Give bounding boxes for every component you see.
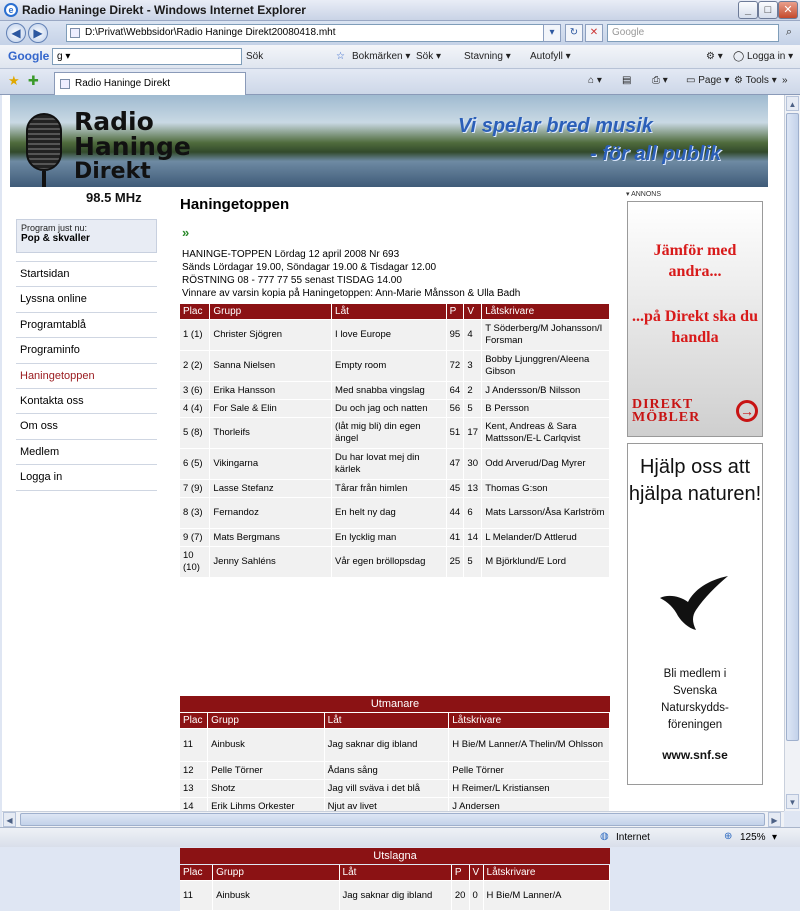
site-logo[interactable] [74,109,191,159]
scroll-up-icon[interactable]: ▲ [786,96,799,111]
sidebar-item-kontakta-oss[interactable]: Kontakta oss [16,388,157,413]
toplist-cell: Med snabba vingslag [332,382,447,400]
toplist-cell: 72 [447,351,465,382]
challengers-cell: J Andersen [449,798,610,816]
toplist-cell: 64 [447,382,465,400]
scroll-down-icon[interactable]: ▼ [786,794,799,809]
toplist-cell: B Persson [482,400,610,418]
info-line-4: Vinnare av varsin kopia på Haningetoppen: Ann-Marie Månsson & Ulla Badh [182,288,521,299]
arrow-right-icon: → [736,400,758,422]
sidebar-item-programinfo[interactable]: Programinfo [16,337,157,362]
toplist-cell: 2 (2) [180,351,210,382]
challengers-header-cell: Plac [180,713,208,729]
add-favorites-icon[interactable]: ✚ [28,73,39,88]
info-line-2: Sänds Lördagar 19.00, Söndagar 19.00 & Tisdagar 12.00 [182,262,437,273]
toplist-cell: Jenny Sahléns [210,547,332,578]
tab-bar [0,69,800,95]
toplist-cell: Christer Sjögren [210,320,332,351]
toplist-cell: Mats Larsson/Åsa Karlström [482,498,610,529]
favorites-star-icon[interactable]: ★ [8,73,20,88]
out-header-cell: Låt [340,865,452,881]
program-name: Pop & skvaller [21,233,90,244]
toplist-cell: 13 [464,480,482,498]
zoom-level[interactable]: 125% [740,832,766,843]
challengers-cell: H Reimer/L Kristiansen [449,780,610,798]
address-url: D:\Privat\Webbsidor\Radio Haninge Direkt20080418.mht [85,27,336,38]
toplist-cell: Thorleifs [210,418,332,449]
out-header-cell: Grupp [213,865,339,881]
search-input[interactable]: Google [607,24,779,42]
bookmark-star-icon[interactable]: ☆ [336,51,345,62]
ad1-headline: Jämför med andra... [653,242,737,280]
toplist-cell: 5 [464,547,482,578]
toplist-cell: 4 (4) [180,400,210,418]
slogan-line-1: Vi spelar bred musik [458,115,653,137]
arrow-marker: » [182,225,190,240]
program-label: Program just nu: [21,223,88,233]
ie-logo-icon: e [4,3,18,17]
table-row [180,881,610,911]
toplist-cell: Thomas G:son [482,480,610,498]
maximize-button[interactable]: □ [758,1,778,19]
ads-column [614,187,768,827]
toplist-cell: Lasse Stefanz [210,480,332,498]
challengers-cell: 13 [180,780,208,798]
toplist-cell: 8 (3) [180,498,210,529]
toplist-cell: T Söderberg/M Johansson/I Forsman [482,320,610,351]
ad2-body: Bli medlem i Svenska Naturskydds-föreningen [661,668,729,731]
out-title: Utslagna [180,848,610,864]
page-title: Haningetoppen [180,196,290,213]
toplist-cell: 10 (10) [180,547,210,578]
table-row [180,762,610,780]
toplist-cell: I love Europe [332,320,447,351]
table-row [180,320,610,351]
out-header-cell: Låtskrivare [484,865,610,881]
toplist-cell: For Sale & Elin [210,400,332,418]
challengers-header-row [180,713,610,729]
out-header-cell: Plac [180,865,213,881]
sidebar-item-lyssna-online[interactable]: Lyssna online [16,286,157,311]
current-program-box [16,219,157,253]
scroll-left-icon[interactable]: ◀ [3,812,16,827]
toplist-cell: 95 [447,320,465,351]
table-row [180,480,610,498]
toplist-cell: L Melander/D Attlerud [482,529,610,547]
out-cell: 0 [470,881,484,911]
table-row [180,400,610,418]
page-menu-button[interactable]: ▭ Page ▾ [686,75,730,86]
ads-label: ▾ ANNONS [626,191,662,198]
toplist-cell: Du har lovat mej din kärlek [332,449,447,480]
toplist-cell: Empty room [332,351,447,382]
toplist-cell: 56 [447,400,465,418]
main-content [166,187,614,901]
out-cell: 11 [180,881,213,911]
toplist-header-row [180,304,610,320]
refresh-button[interactable]: ↻ [565,24,583,42]
back-button[interactable]: ◀ [6,23,26,43]
tab-radio-haninge[interactable] [54,72,246,95]
challengers-header-cell: Grupp [208,713,325,729]
sidebar-item-medlem[interactable]: Medlem [16,439,157,464]
tools-menu-button[interactable]: ⚙ Tools ▾ [734,75,777,86]
out-cell: Jag saknar dig ibland [340,881,452,911]
ad2-url: www.snf.se [662,748,728,762]
ad1-subline: ...på Direkt ska du handla [632,308,758,346]
zone-label: Internet [616,832,650,843]
toplist-header-cell: Låt [332,304,447,320]
close-window-button[interactable]: ✕ [778,1,798,19]
info-line-1: HANINGE-TOPPEN Lördag 12 april 2008 Nr 693 [182,249,400,260]
challengers-cell: Erik Lihms Orkester [208,798,325,816]
toplist-cell: (låt mig bli) din egen ängel [332,418,447,449]
globe-icon: ◍ [600,831,609,842]
google-search-menu[interactable]: Sök ▾ [416,51,442,62]
google-search-input[interactable]: g ▾ [52,48,242,65]
search-icon[interactable]: ⌕ [785,26,793,38]
toplist-header-cell: V [464,304,482,320]
autofill-button[interactable]: Autofyll ▾ [530,51,571,62]
logo-line-3: Direkt [74,159,151,184]
slogan-line-2: - för all publik [590,143,722,165]
out-table [180,865,610,911]
challengers-header-cell: Låt [325,713,450,729]
toplist-table [180,304,610,578]
toplist-cell: M Björklund/E Lord [482,547,610,578]
toplist-cell: Odd Arverud/Dag Myrer [482,449,610,480]
address-dropdown-button[interactable]: ▾ [543,24,561,42]
toplist-cell: 47 [447,449,465,480]
horizontal-scroll-thumb[interactable] [20,813,765,826]
toplist-cell: 25 [447,547,465,578]
sidebar-item-logga-in[interactable]: Logga in [16,464,157,489]
feeds-icon[interactable]: ▤ [622,75,632,86]
toplist-cell: Fernandoz [210,498,332,529]
mic-stand [42,171,46,187]
toplist-cell: Tårar från himlen [332,480,447,498]
toplist-cell: Kent, Andreas & Sara Mattsson/E-L Carlqvist [482,418,610,449]
sidebar-item-om-oss[interactable]: Om oss [16,413,157,438]
window-title-bar[interactable] [0,0,800,21]
sidebar-item-haningetoppen[interactable]: Haningetoppen [16,363,157,388]
scroll-right-icon[interactable]: ▶ [768,812,781,827]
table-row [180,418,610,449]
challengers-cell: H Bie/M Lanner/A Thelin/M Ohlsson [449,729,610,762]
toplist-cell: Sanna Nielsen [210,351,332,382]
tab-label: Radio Haninge Direkt [75,78,171,89]
toplist-cell: 6 [464,498,482,529]
toplist-cell: En helt ny dag [332,498,447,529]
toplist-cell: Mats Bergmans [210,529,332,547]
toplist-cell: Vår egen bröllopsdag [332,547,447,578]
toplist-cell: Vikingarna [210,449,332,480]
toplist-cell: 41 [447,529,465,547]
vertical-scroll-thumb[interactable] [786,113,799,741]
toplist-header-cell: Plac [180,304,210,320]
challengers-cell: Jag saknar dig ibland [325,729,450,762]
challengers-cell: Jag vill sväva i det blå [325,780,450,798]
logo-line-2: Haninge [74,132,191,161]
out-cell: H Bie/M Lanner/A [484,881,610,911]
snf-ad[interactable] [627,443,763,785]
table-row [180,351,610,382]
sign-in-button[interactable]: ◯ Logga in ▾ [733,51,794,62]
stop-button[interactable]: ✕ [585,24,603,42]
wrench-icon[interactable]: ⚙ ▾ [706,51,723,62]
out-header-row [180,865,610,881]
bird-logo-icon [658,572,730,632]
home-icon[interactable]: ⌂ ▾ [588,75,602,86]
table-row [180,529,610,547]
toplist-cell: 3 (6) [180,382,210,400]
toplist-cell: 6 (5) [180,449,210,480]
challengers-header-cell: Låtskrivare [449,713,610,729]
minimize-button[interactable]: _ [738,1,758,19]
ad2-headline: Hjälp oss att hjälpa naturen! [628,456,762,505]
forward-button[interactable]: ▶ [28,23,48,43]
sidebar-item-startsidan[interactable]: Startsidan [16,261,157,286]
table-row [180,382,610,400]
table-row [180,729,610,762]
page-icon [70,28,80,38]
challengers-cell: Shotz [208,780,325,798]
toplist-cell: 30 [464,449,482,480]
zoom-icon[interactable]: ⊕ [724,831,733,842]
challengers-cell: 12 [180,762,208,780]
bookmarks-button[interactable]: Bokmärken ▾ [352,51,411,62]
toplist-header-cell: Låtskrivare [482,304,610,320]
vertical-scrollbar[interactable] [784,95,800,811]
toplist-cell: 5 (8) [180,418,210,449]
toplist-header-cell: Grupp [210,304,332,320]
out-header-cell: P [452,865,470,881]
challengers-cell: Ainbusk [208,729,325,762]
toplist-cell: 51 [447,418,465,449]
table-row [180,449,610,480]
challengers-title: Utmanare [180,696,610,712]
direkt-mobler-ad[interactable] [627,201,763,437]
challengers-cell: Ådans sång [325,762,450,780]
logo-line-1: Radio [74,107,154,136]
out-cell: Ainbusk [213,881,339,911]
toplist-cell: 1 (1) [180,320,210,351]
more-chevron-icon[interactable]: » [782,75,788,86]
table-row [180,498,610,529]
address-input[interactable] [66,24,560,42]
frequency-label: 98.5 MHz [86,190,142,205]
horizontal-scrollbar[interactable] [2,811,784,827]
google-search-button[interactable]: Sök [246,51,264,62]
toplist-cell: En lycklig man [332,529,447,547]
out-cell: 20 [452,881,470,911]
toplist-cell: 7 (9) [180,480,210,498]
microphone-icon [26,113,62,171]
toplist-cell: 44 [447,498,465,529]
toplist-cell: 17 [464,418,482,449]
zoom-dropdown-icon[interactable]: ▾ [772,832,778,843]
table-row [180,780,610,798]
site-banner [10,95,768,187]
toplist-header-cell: P [447,304,465,320]
toplist-cell: Bobby Ljunggren/Aleena Gibson [482,351,610,382]
toplist-cell: 9 (7) [180,529,210,547]
google-logo: Google [8,49,50,63]
challengers-cell: Njut av livet [325,798,450,816]
toplist-cell: 5 [464,400,482,418]
spellcheck-button[interactable]: Stavning ▾ [464,51,511,62]
table-row [180,547,610,578]
tab-page-icon [60,79,70,89]
toplist-cell: 45 [447,480,465,498]
window-title: Radio Haninge Direkt - Windows Internet Explorer [22,3,306,17]
challengers-cell: 11 [180,729,208,762]
left-sidebar [10,187,166,827]
toplist-cell: 4 [464,320,482,351]
toplist-cell: Du och jag och natten [332,400,447,418]
challengers-cell: 14 [180,798,208,816]
toplist-cell: J Andersson/B Nilsson [482,382,610,400]
ad1-brand-line-2: MÖBLER [632,410,701,425]
status-bar [0,827,800,847]
sidebar-item-programtablå[interactable]: Programtablå [16,312,157,337]
out-header-cell: V [470,865,484,881]
ad1-brand [632,398,700,424]
toplist-cell: 14 [464,529,482,547]
ad1-brand-line-1: DIREKT [632,397,694,412]
challengers-cell: Pelle Törner [449,762,610,780]
print-icon[interactable]: ⎙ ▾ [652,75,668,86]
menu-divider [16,490,157,491]
toplist-cell: 3 [464,351,482,382]
info-line-3: RÖSTNING 08 - 777 77 55 senast TISDAG 14.00 [182,275,402,286]
toplist-cell: 2 [464,382,482,400]
challengers-cell: Pelle Törner [208,762,325,780]
address-bar-row [0,21,800,45]
google-toolbar [0,45,800,69]
toplist-cell: Erika Hansson [210,382,332,400]
